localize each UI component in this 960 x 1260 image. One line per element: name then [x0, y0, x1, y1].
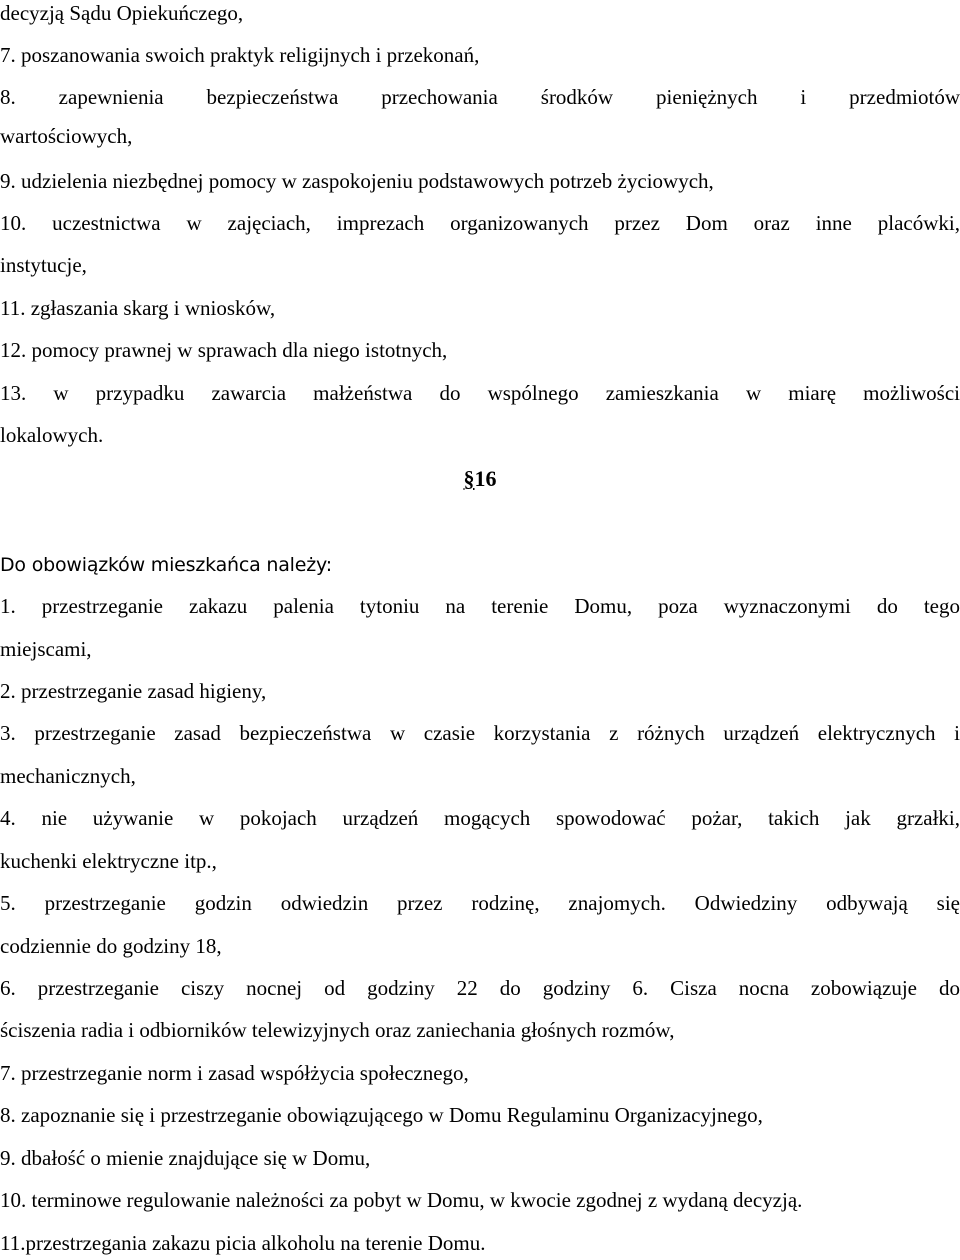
list-item: 9. udzielenia niezbędnej pomocy w zaspokojeniu podstawowych potrzeb życiowych, — [0, 169, 714, 193]
text-line: decyzją Sądu Opiekuńczego, — [0, 1, 244, 25]
text-line: codziennie do godziny 18, — [0, 934, 222, 958]
list-item: 13. w przypadku zawarcia małżeństwa do wspólnego zamieszkania w miarę możliwości — [0, 381, 960, 405]
list-item: 8. zapoznanie się i przestrzeganie obowiązującego w Domu Regulaminu Organizacyjnego, — [0, 1103, 763, 1127]
list-item: 4. nie używanie w pokojach urządzeń mogących spowodować pożar, takich jak grzałki, — [0, 806, 960, 830]
list-item: 10. uczestnictwa w zajęciach, imprezach organizowanych przez Dom oraz inne placówki, — [0, 211, 960, 235]
text-line: lokalowych. — [0, 423, 104, 447]
list-item: 7. przestrzeganie norm i zasad współżycia społecznego, — [0, 1061, 469, 1085]
text-line: wartościowych, — [0, 124, 133, 148]
text-line: instytucje, — [0, 253, 87, 277]
text-line: mechanicznych, — [0, 764, 136, 788]
list-item: 7. poszanowania swoich praktyk religijnych i przekonań, — [0, 43, 480, 67]
text-line: ściszenia radia i odbiorników telewizyjnych oraz zaniechania głośnych rozmów, — [0, 1018, 675, 1042]
list-item: 9. dbałość o mienie znajdujące się w Domu, — [0, 1146, 371, 1170]
list-item: 10. terminowe regulowanie należności za pobyt w Domu, w kwocie zgodnej z wydaną decyzją. — [0, 1188, 803, 1212]
list-item: 5. przestrzeganie godzin odwiedzin przez rodzinę, znajomych. Odwiedziny odbywają się — [0, 891, 960, 915]
section-number: 16 — [474, 466, 497, 491]
intro-text: Do obowiązków mieszkańca należy: — [0, 554, 332, 576]
text-line: miejscami, — [0, 637, 92, 661]
text-line: kuchenki elektryczne itp., — [0, 849, 217, 873]
list-item: 11.przestrzegania zakazu picia alkoholu na terenie Domu. — [0, 1231, 486, 1255]
section-heading — [0, 462, 960, 496]
list-item: 11. zgłaszania skarg i wniosków, — [0, 296, 276, 320]
list-item: 2. przestrzeganie zasad higieny, — [0, 679, 267, 703]
list-item: 6. przestrzeganie ciszy nocnej od godziny 22 do godziny 6. Cisza nocna zobowiązuje do — [0, 976, 960, 1000]
list-item: 8. zapewnienia bezpieczeństwa przechowania środków pieniężnych i przedmiotów — [0, 85, 960, 109]
list-item: 12. pomocy prawnej w sprawach dla niego istotnych, — [0, 338, 448, 362]
list-item: 1. przestrzeganie zakazu palenia tytoniu na terenie Domu, poza wyznaczonymi do tego — [0, 594, 960, 618]
list-item: 3. przestrzeganie zasad bezpieczeństwa w czasie korzystania z różnych urządzeń elektrycznych i — [0, 721, 960, 745]
section-symbol: § — [463, 466, 475, 491]
